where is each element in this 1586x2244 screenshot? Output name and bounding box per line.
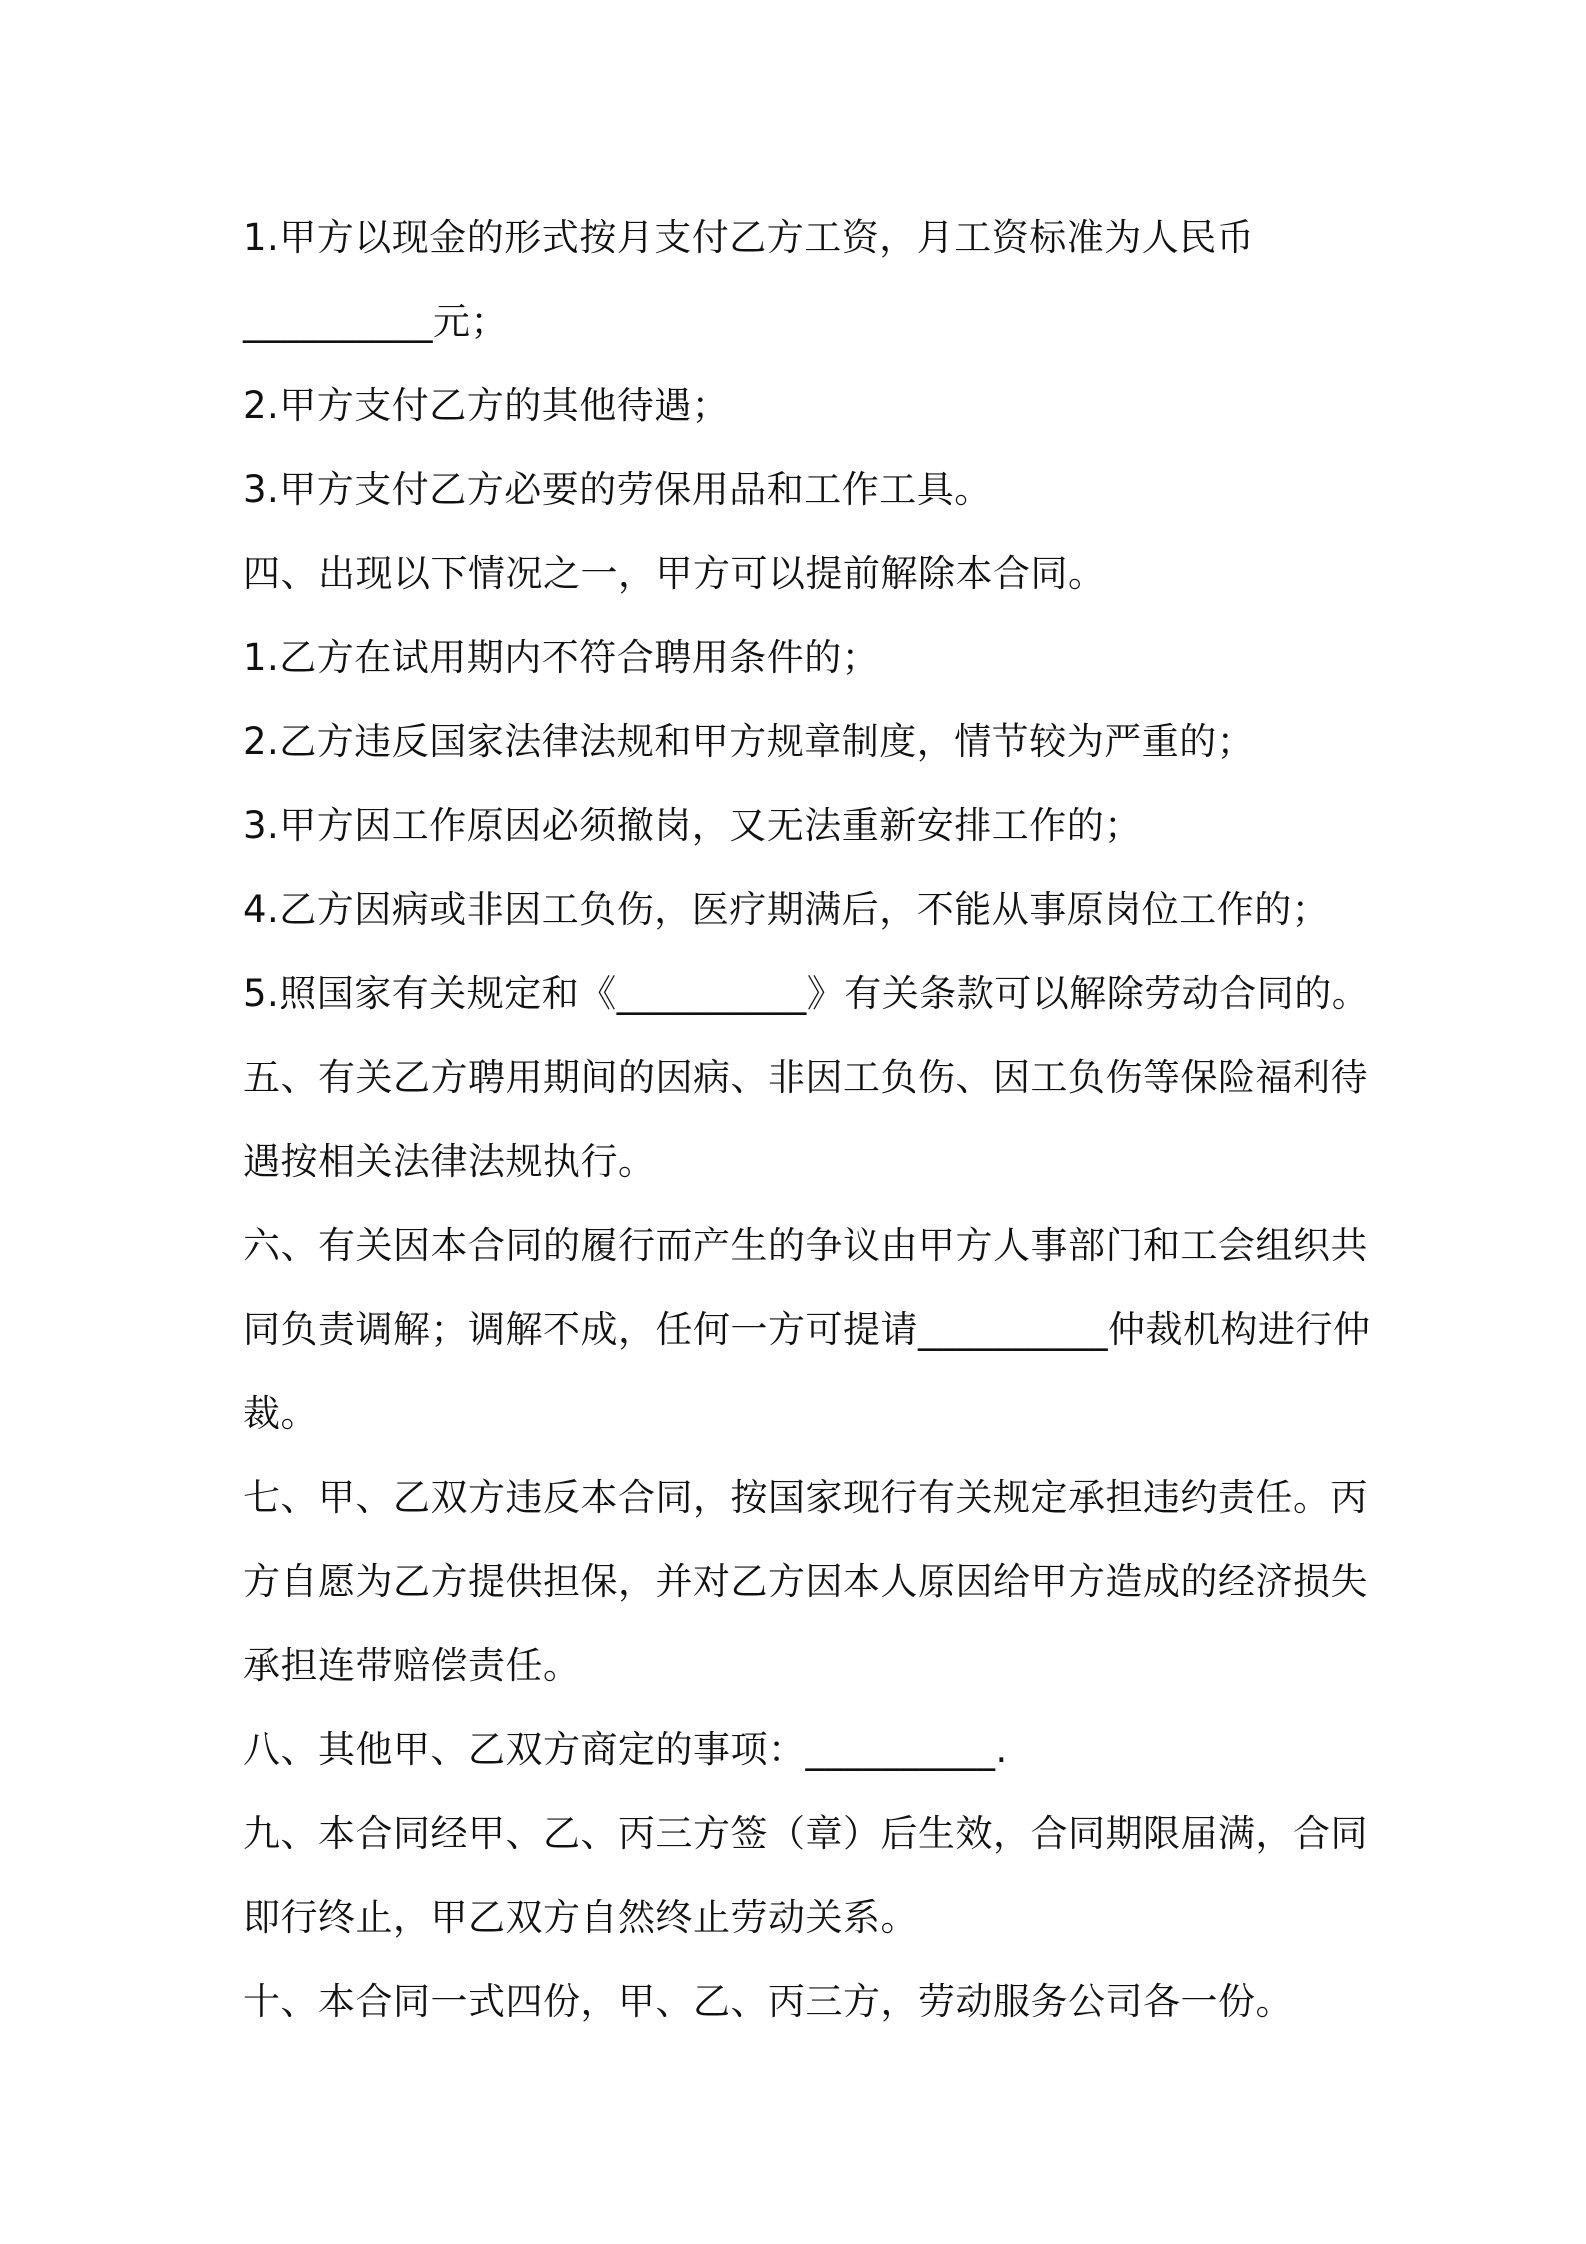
text-line: 即行终止，甲乙双方自然终止劳动关系。 [243, 1896, 918, 1939]
text-line: 2.乙方违反国家法律法规和甲方规章制度，情节较为严重的； [243, 720, 1255, 763]
text-line: 4.乙方因病或非因工负伤，医疗期满后，不能从事原岗位工作的； [243, 888, 1330, 931]
text-line: 5.照国家有关规定和《__________》有关条款可以解除劳动合同的。 [243, 972, 1370, 1015]
text-line: 1.乙方在试用期内不符合聘用条件的； [243, 636, 880, 679]
text-line: 3.甲方因工作原因必须撤岗，又无法重新安排工作的； [243, 804, 1142, 847]
section-heading: 四、出现以下情况之一，甲方可以提前解除本合同。 [243, 552, 1106, 595]
section-heading: 五、有关乙方聘用期间的因病、非因工负伤、因工负伤等保险福利待 [243, 1056, 1368, 1099]
section-heading: 九、本合同经甲、乙、丙三方签（章）后生效，合同期限届满，合同 [243, 1812, 1368, 1855]
text-line: 遇按相关法律法规执行。 [243, 1140, 656, 1183]
section-heading: 七、甲、乙双方违反本合同，按国家现行有关规定承担违约责任。丙 [243, 1476, 1368, 1519]
section-heading: 六、有关因本合同的履行而产生的争议由甲方人事部门和工会组织共 [243, 1224, 1368, 1267]
text-line: 方自愿为乙方提供担保，并对乙方因本人原因给甲方造成的经济损失 [243, 1560, 1368, 1603]
text-line: 1.甲方以现金的形式按月支付乙方工资，月工资标准为人民币 [243, 216, 1255, 259]
text-line: 承担连带赔偿责任。 [243, 1644, 581, 1687]
section-heading: 八、其他甲、乙双方商定的事项：__________. [243, 1728, 1008, 1771]
text-line: 裁。 [243, 1392, 318, 1435]
text-line: 3.甲方支付乙方必要的劳保用品和工作工具。 [243, 468, 992, 511]
text-line: __________元； [243, 300, 508, 343]
document-body [243, 196, 1371, 2044]
text-line: 同负责调解；调解不成，任何一方可提请__________仲裁机构进行仲 [243, 1308, 1371, 1351]
section-heading: 十、本合同一式四份，甲、乙、丙三方，劳动服务公司各一份。 [243, 1980, 1293, 2023]
text-line: 2.甲方支付乙方的其他待遇； [243, 384, 730, 427]
